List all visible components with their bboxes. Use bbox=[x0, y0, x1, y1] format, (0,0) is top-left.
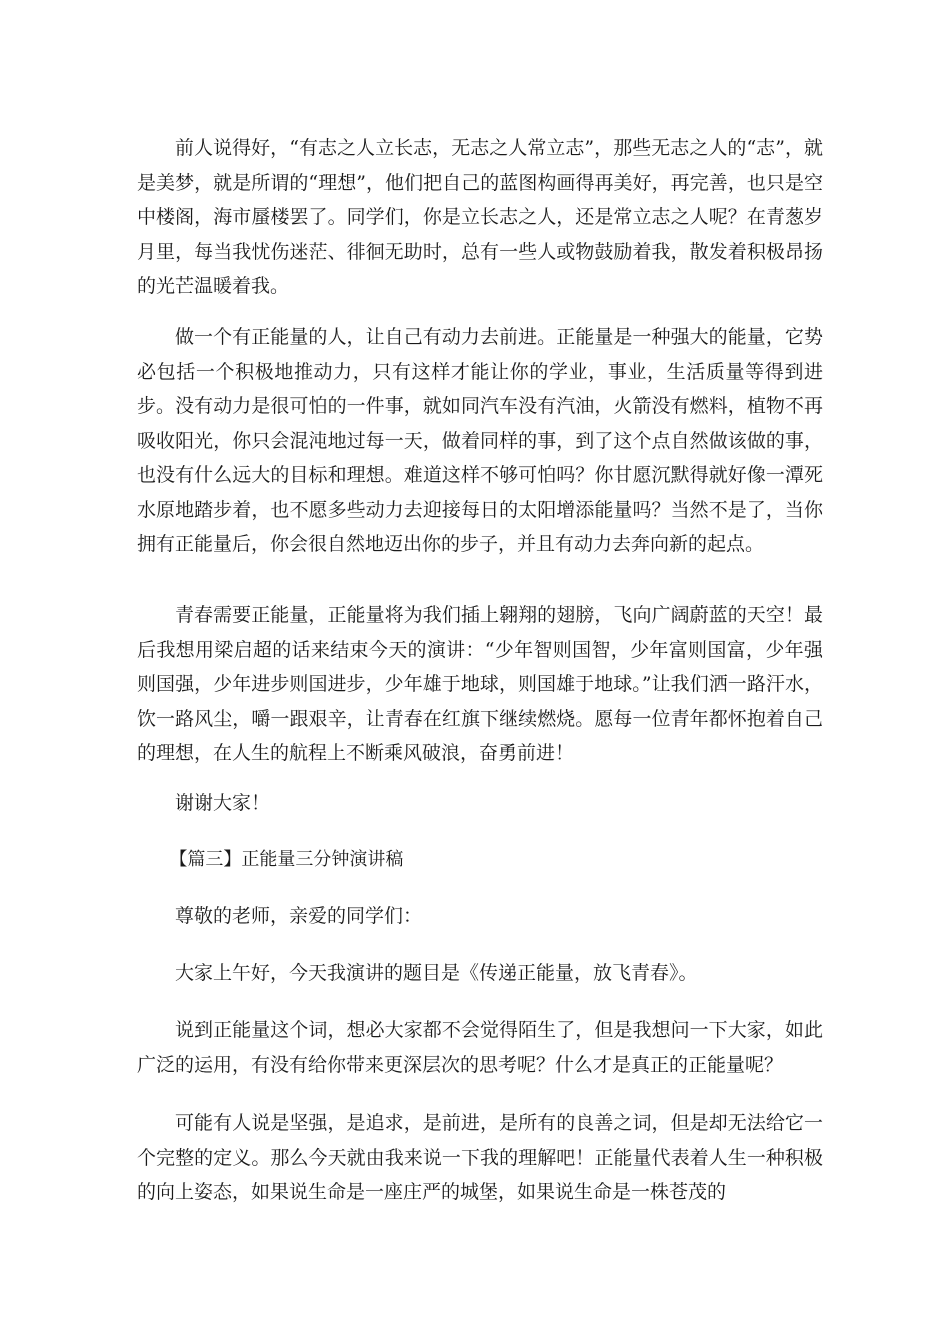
paragraph-5: 尊敬的老师，亲爱的同学们： bbox=[175, 905, 423, 927]
paragraph-3: 青春需要正能量，正能量将为我们插上翱翔的翅膀，飞向广阔蔚蓝的天空！最后我想用梁启超的话来结束今天的演讲：“少年智则国智，少年富则国富，少年强则国强，少年进步则国进步，少年雄于地球，则国雄于地球。”让我们洒一路汗水，饮一路风尘，嚼一跟艰辛，让青春在红旗下继续燃烧。愿每一位青年都怀抱着自己的理想，在人生的航程上不断乘风破浪，奋勇前进！ bbox=[137, 604, 823, 764]
paragraph-6: 大家上午好，今天我演讲的题目是《传递正能量，放飞青春》。 bbox=[175, 962, 698, 984]
paragraph-1: 前人说得好，“有志之人立长志，无志之人常立志”，那些无志之人的“志”，就是美梦，就是所谓的“理想”，他们把自己的蓝图构画得再美好，再完善，也只是空中楼阁，海市蜃楼罢了。同学们，你是立长志之人，还是常立志之人呢？在青葱岁月里，每当我忧伤迷茫、徘徊无助时，总有一些人或物鼓励着我，散发着积极昂扬的光芒温暖着我。 bbox=[137, 137, 823, 297]
paragraph-4: 谢谢大家！ bbox=[175, 792, 271, 814]
section-heading: 【篇三】正能量三分钟演讲稿 bbox=[169, 849, 404, 870]
paragraph-7: 说到正能量这个词，想必大家都不会觉得陌生了，但是我想问一下大家，如此广泛的运用，有没有给你带来更深层次的思考呢？什么才是真正的正能量呢？ bbox=[137, 1019, 823, 1076]
paragraph-8: 可能有人说是坚强，是追求，是前进，是所有的良善之词，但是却无法给它一个完整的定义。那么今天就由我来说一下我的理解吧！正能量代表着人生一种积极的向上姿态，如果说生命是一座庄严的城堡，如果说生命是一株苍茂的 bbox=[137, 1112, 823, 1203]
paragraph-2: 做一个有正能量的人，让自己有动力去前进。正能量是一种强大的能量，它势必包括一个积极地推动力，只有这样才能让你的学业，事业，生活质量等得到进步。没有动力是很可怕的一件事，就如同汽车没有汽油，火箭没有燃料，植物不再吸收阳光，你只会混沌地过每一天，做着同样的事，到了这个点自然做该做的事，也没有什么远大的目标和理想。难道这样不够可怕吗？你甘愿沉默得就好像一潭死水原地踏步着，也不愿多些动力去迎接每日的太阳增添能量吗？当然不是了，当你拥有正能量后，你会很自然地迈出你的步子，并且有动力去奔向新的起点。 bbox=[137, 326, 823, 555]
